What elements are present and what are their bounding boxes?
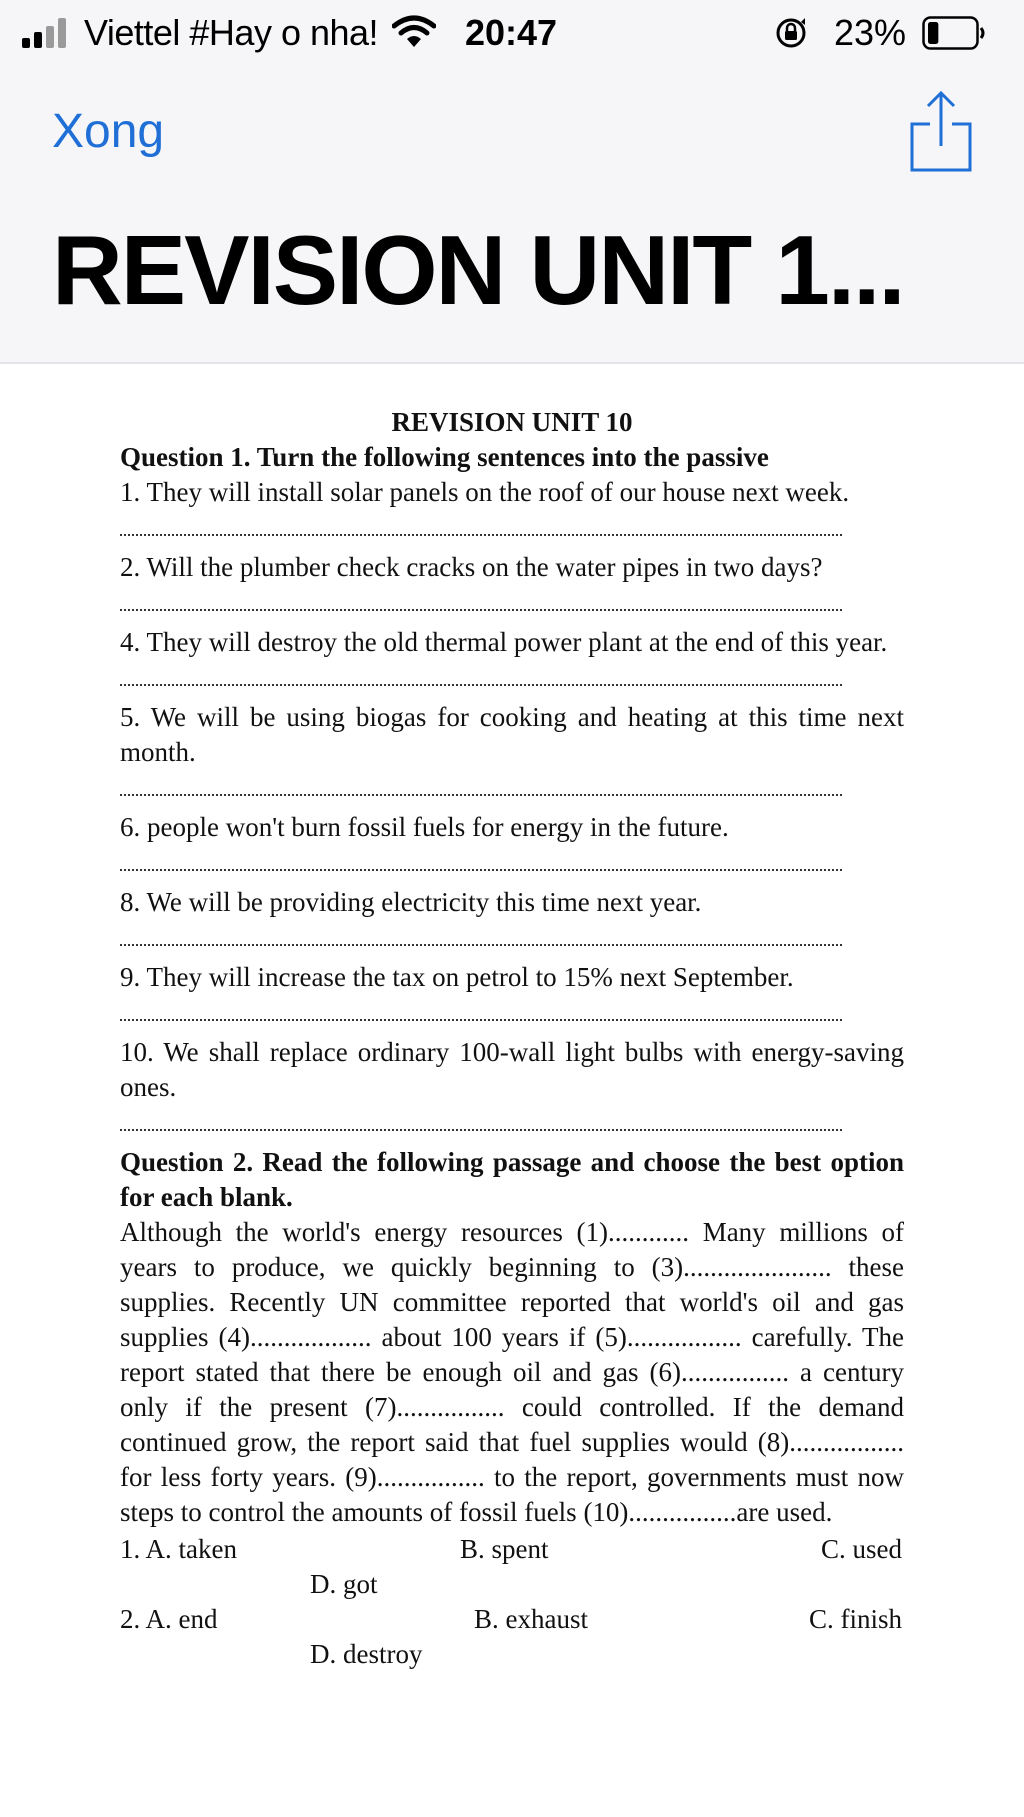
battery-percent: 23% (834, 12, 907, 53)
navigation-header (0, 66, 1024, 364)
orientation-lock-icon (774, 16, 808, 50)
answer-blank (120, 534, 842, 536)
answer-blank (120, 944, 842, 946)
answer-blank (120, 684, 842, 686)
answer-options (120, 1532, 904, 1672)
exercise-item: 5. We will be using biogas for cooking and heating at this time next month. (120, 702, 904, 767)
option-row (120, 1602, 904, 1672)
option-row (120, 1532, 904, 1602)
wifi-icon (392, 14, 436, 50)
option-c: C. finish (808, 1604, 902, 1634)
exercise-item: 4. They will destroy the old thermal power plant at the end of this year. (120, 627, 888, 657)
answer-blank (120, 869, 842, 871)
answer-blank (120, 609, 842, 611)
exercise-item: 6. people won't burn fossil fuels for energy in the future. (120, 812, 729, 842)
carrier-name: Viettel #Hay o nha! (84, 12, 379, 53)
reading-passage: Although the world's energy resources (1)............ Many millions of years to produce, we quickly beginning to (3)...................... these supplies. Recently UN committee reported that world's oil and gas supplies (4).................. about 100 years if (5)................. carefully. The report stated that there be enough oil and gas (6)................ a century only if the present (7)................ could controlled. If the demand continued grow, the report said that fuel supplies would (8)................. for less forty years. (9)................ to the report, governments must now steps to control the amounts of fossil fuels (10)................are used. (120, 1217, 904, 1527)
exercise-item: 9. They will increase the tax on petrol to 15% next September. (120, 962, 794, 992)
document-title: REVISION UNIT 10 (391, 407, 633, 437)
option-d: D. got (310, 1569, 378, 1599)
question-1-heading: Question 1. Turn the following sentences into the passive (120, 442, 769, 472)
exercise-item: 2. Will the plumber check cracks on the water pipes in two days? (120, 552, 823, 582)
option-d: D. destroy (310, 1639, 423, 1669)
document-content (120, 405, 904, 1672)
answer-blank (120, 794, 842, 796)
option-b: B. spent (460, 1534, 549, 1564)
question-2-heading: Question 2. Read the following passage and choose the best option for each blank. (120, 1147, 904, 1212)
clock: 20:47 (465, 12, 558, 53)
option-b: B. exhaust (474, 1604, 588, 1634)
done-button[interactable]: Xong (52, 105, 165, 158)
share-icon[interactable] (908, 88, 974, 174)
exercise-item: 10. We shall replace ordinary 100-wall light bulbs with energy-saving ones. (120, 1037, 904, 1102)
status-bar (0, 0, 1024, 66)
option-a: 1. A. taken (120, 1534, 237, 1564)
page-title: REVISION UNIT 1... (52, 215, 904, 325)
answer-blank (120, 1129, 842, 1131)
signal-icon (22, 16, 74, 48)
option-a: 2. A. end (120, 1604, 218, 1634)
option-c: C. used (821, 1534, 902, 1564)
battery-icon (922, 16, 986, 50)
exercise-item: 8. We will be providing electricity this time next year. (120, 887, 702, 917)
answer-blank (120, 1019, 842, 1021)
exercise-item: 1. They will install solar panels on the roof of our house next week. (120, 477, 850, 507)
